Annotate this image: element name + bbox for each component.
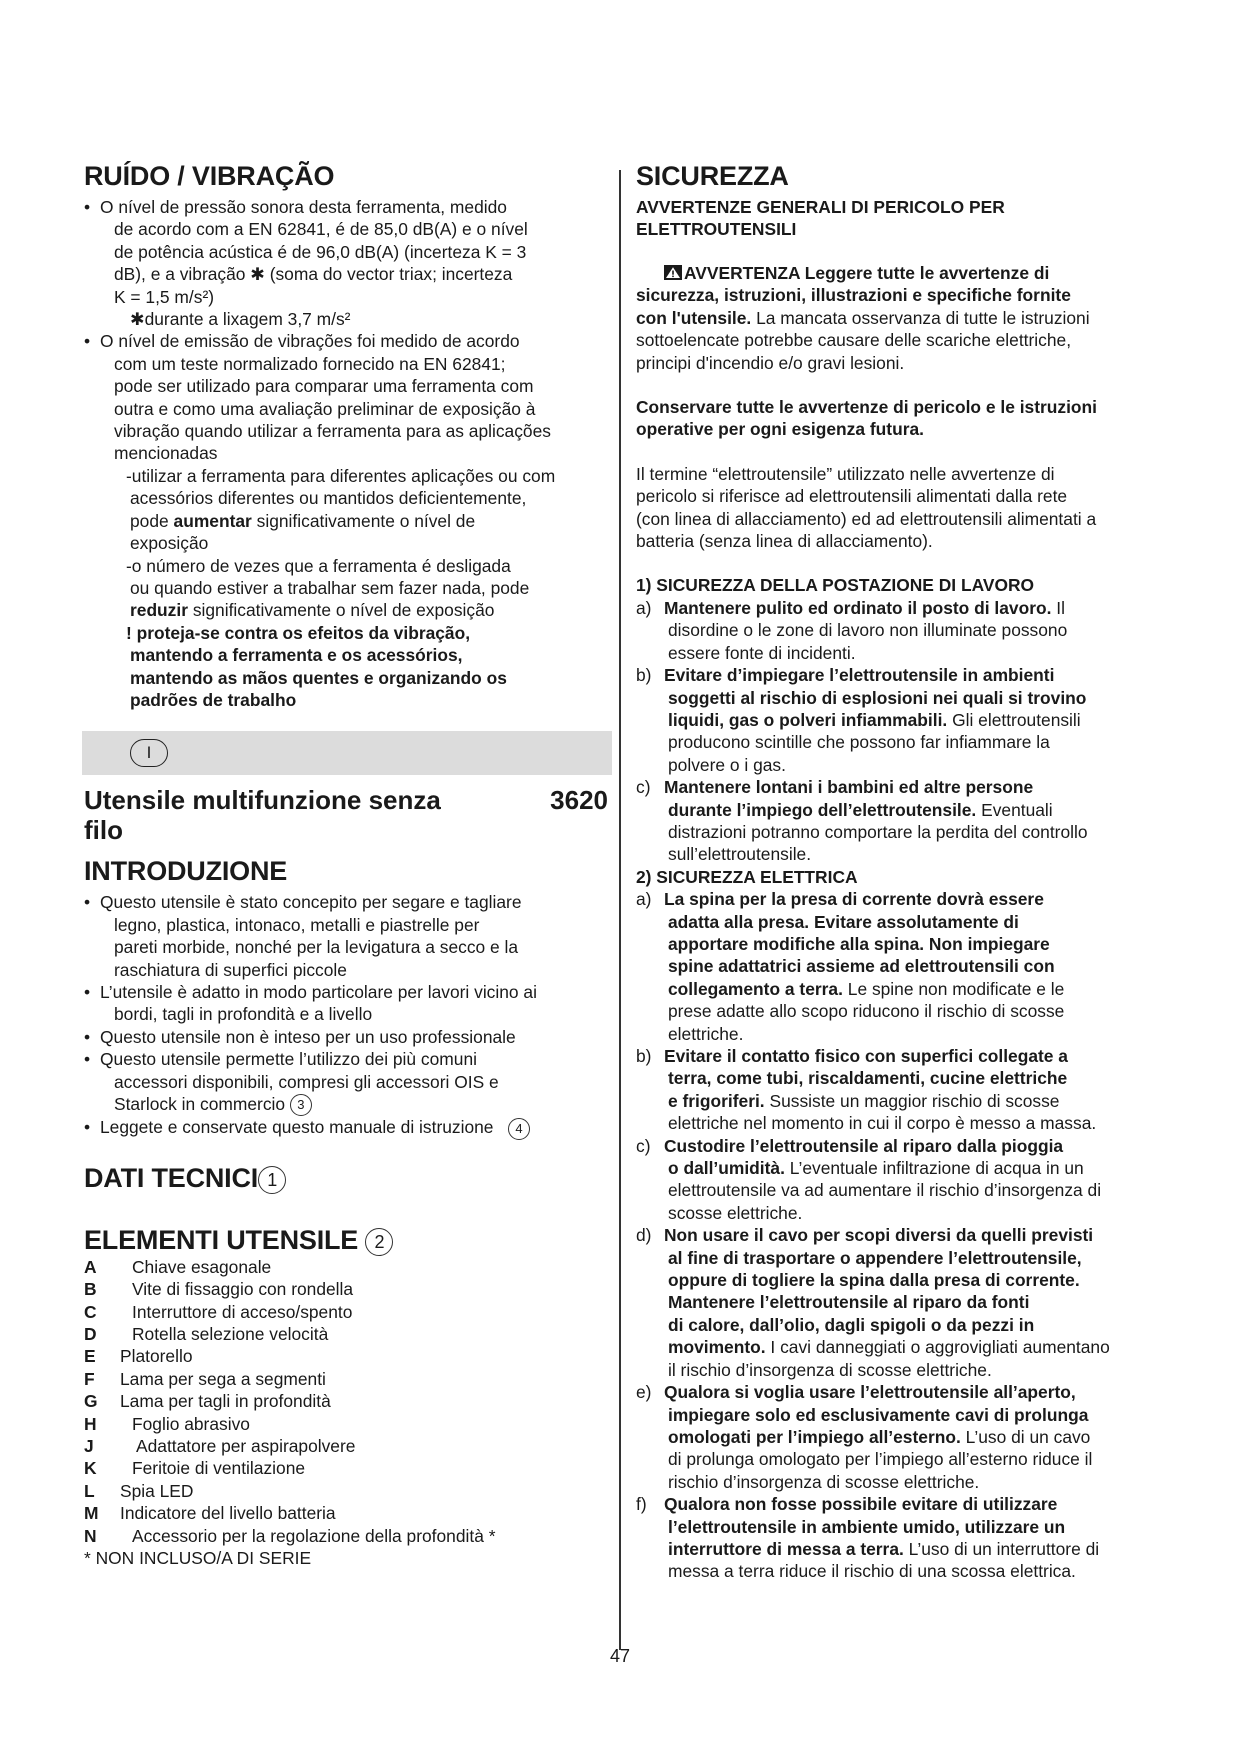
section-2-title: 2) SICUREZZA ELETTRICA: [636, 866, 858, 887]
section-1-title: 1) SICUREZZA DELLA POSTAZIONE DI LAVORO: [636, 575, 1035, 596]
item-1c: c) Mantenere lontani i bambini ed altre persone durante l’impiego dell’elettroutensile. Eventuali distrazioni potranno comportare la perdita del controllo sull’elettroutensile.: [636, 777, 1088, 865]
safety-list: [636, 574, 1162, 1582]
ruido-protect: ! proteja-se contra os efeitos da vibração, mantendo a ferramenta e os acessórios, mantendo as mãos quentes e organizando os padrões de trabalho: [126, 622, 507, 710]
warning-paragraph: AVVERTENZA Leggere tutte le avvertenze di sicurezza, istruzioni, illustrazioni e specifiche fornite con l'utensile. La mancata osservanza di tutte le istruzioni sottoelencate potrebbe causare delle scariche elettriche, principi d'incendio e/o gravi lesioni.: [636, 263, 1090, 373]
language-badge: I: [130, 739, 168, 767]
right-column: [636, 160, 1162, 1583]
sicurezza-subtitle: AVVERTENZE GENERALI DI PERICOLO PER ELETTROUTENSILI: [636, 197, 1005, 239]
ruido-list: [84, 196, 608, 465]
part-row: B Vite di fissaggio con rondella: [84, 1279, 354, 1300]
parts-list: [84, 1256, 608, 1547]
conserve-paragraph: Conservare tutte le avvertenze di pericolo e le istruzioni operative per ogni esigenza futura.: [636, 397, 1097, 440]
part-row: G Lama per tagli in profondità: [84, 1391, 331, 1412]
part-row: A Chiave esagonale: [84, 1256, 272, 1277]
sicurezza-title: SICUREZZA: [636, 161, 789, 191]
part-row: D Rotella selezione velocità: [84, 1324, 329, 1345]
ruido-dash-2: -o número de vezes que a ferramenta é desligada ou quando estiver a trabalhar sem fazer nada, pode reduzir significativamente o nível de exposição: [126, 555, 530, 621]
product-title: Utensile multifunzione senza filo 3620: [84, 785, 608, 846]
figure-ref-4: 4: [508, 1118, 530, 1140]
language-banner: [82, 731, 612, 775]
part-row: H Foglio abrasivo: [84, 1413, 250, 1434]
ruido-title: RUÍDO / VIBRAÇÃO: [84, 161, 335, 191]
left-column: [84, 160, 608, 1570]
part-row: C Interruttore di acceso/spento: [84, 1301, 353, 1322]
ruido-bullet-2: • O nível de emissão de vibrações foi medido de acordo com um teste normalizado fornecido na EN 62841; pode ser utilizado para comparar uma ferramenta com outra e como uma avaliação preliminar de exposição à vibração quando utilizar a ferramenta para as aplicações mencionadas: [84, 330, 608, 464]
warning-triangle-icon: [664, 265, 682, 280]
intro-bullet-2: • L’utensile è adatto in modo particolare per lavori vicino ai bordi, tagli in profondità e a livello: [84, 981, 608, 1026]
item-2a: a) La spina per la presa di corrente dovrà essere adatta alla presa. Evitare assolutamente di apportare modifiche alla spina. Non impiegare spine adattatrici assieme ad elettroutensili con collegamento a terra. Le spine non modificate e le prese adatte allo scopo riducono il rischio di scosse elettriche.: [636, 889, 1065, 1044]
ruido-dash-1: -utilizar a ferramenta para diferentes aplicações ou com acessórios diferentes ou mantidos deficientemente, pode aumentar significativamente o nível de exposição: [126, 465, 556, 554]
part-row: N Accessorio per la regolazione della profondità *: [84, 1525, 496, 1546]
part-row: K Feritoie di ventilazione: [84, 1458, 306, 1479]
intro-list: [84, 891, 608, 1139]
intro-title: INTRODUZIONE: [84, 856, 288, 887]
ruido-lixagem: ✱durante a lixagem 3,7 m/s²: [130, 309, 351, 330]
item-2b: b) Evitare il contatto fisico con superfici collegate a terra, come tubi, riscaldamenti, cucine elettriche e frigoriferi. Sussiste un maggior rischio di scosse elettriche nel momento in cui il corpo è messo a massa.: [636, 1046, 1097, 1134]
figure-ref-3: 3: [290, 1094, 312, 1116]
intro-bullet-4: • Questo utensile permette l’utilizzo dei più comuni accessori disponibili, compresi gli accessori OIS e Starlock in commercio 3: [84, 1048, 608, 1116]
not-included-note: * NON INCLUSO/A DI SERIE: [84, 1548, 312, 1569]
intro-bullet-3: • Questo utensile non è inteso per un uso professionale: [84, 1026, 608, 1048]
item-1a: a) Mantenere pulito ed ordinato il posto di lavoro. Il disordine o le zone di lavoro non illuminate possono essere fonte di incidenti.: [636, 597, 1068, 663]
item-2d: d) Non usare il cavo per scopi diversi da quelli previsti al fine di trasportare o appendere l’elettroutensile, oppure di togliere la spina dalla presa di corrente. Mantenere l’elettroutensile al riparo da fonti di calore, dall’olio, dagli spigoli o da pezzi in movimento. I cavi danneggiati o aggrovigliati aumentano il rischio d’insorgenza di scosse elettriche.: [636, 1225, 1110, 1380]
product-model: 3620: [550, 785, 608, 816]
item-1b: b) Evitare d’impiegare l’elettroutensile in ambienti soggetti al rischio di esplosioni nei quali si trovino liquidi, gas o polveri infiammabili. Gli elettroutensili producono scintille che possono far infiammare la polvere o i gas.: [636, 665, 1087, 775]
column-divider: [619, 170, 621, 1650]
intro-bullet-1: • Questo utensile è stato concepito per segare e tagliare legno, plastica, intonaco, metalli e piastrelle per pareti morbide, nonché per la levigatura a secco e la raschiatura di superfici piccole: [84, 891, 608, 981]
intro-bullet-5: • Leggete e conservate questo manuale di istruzione 4: [84, 1116, 608, 1139]
part-row: E Platorello: [84, 1346, 193, 1367]
part-row: F Lama per sega a segmenti: [84, 1368, 326, 1389]
part-row: J Adattatore per aspirapolvere: [84, 1436, 356, 1457]
ruido-bullet-1: • O nível de pressão sonora desta ferramenta, medido de acordo com a EN 62841, é de 85,0 dB(A) e o nível de potência acústica é de 96,0 dB(A) (incerteza K = 3 dB), e a vibração ✱ (soma do vector triax; incerteza K = 1,5 m/s²) ✱durante a lixagem 3,7 m/s²: [84, 196, 608, 330]
figure-ref-1: 1: [258, 1166, 286, 1194]
part-row: M Indicatore del livello batteria: [84, 1503, 336, 1524]
elementi-title: ELEMENTI UTENSILE 2: [84, 1224, 608, 1256]
dati-title: DATI TECNICI 1: [84, 1162, 608, 1194]
item-2c: c) Custodire l’elettroutensile al riparo dalla pioggia o dall’umidità. L’eventuale infiltrazione di acqua in un elettroutensile va ad aumentare il rischio d’insorgenza di scosse elettriche.: [636, 1135, 1102, 1223]
termine-paragraph: Il termine “elettroutensile” utilizzato nelle avvertenze di pericolo si riferisce ad elettroutensili alimentati dalla rete (con linea di allacciamento) ed ad elettroutensili alimentati a batteria (senza linea di allacciamento).: [636, 463, 1097, 552]
figure-ref-2: 2: [365, 1228, 393, 1256]
item-2e: e) Qualora si voglia usare l’elettroutensile all’aperto, impiegare solo ed esclusivamente cavi di prolunga omologati per l’impiego all’esterno. L’uso di un cavo di prolunga omologato per l’impiego all’esterno riduce il rischio d’insorgenza di scosse elettriche.: [636, 1382, 1093, 1492]
item-2f: f) Qualora non fosse possibile evitare di utilizzare l’elettroutensile in ambiente umido, utilizzare un interruttore di messa a terra. L’uso di un interruttore di messa a terra riduce il rischio di una scossa elettrica.: [636, 1494, 1100, 1582]
page-number: 47: [610, 1646, 631, 1666]
part-row: L Spia LED: [84, 1480, 194, 1501]
